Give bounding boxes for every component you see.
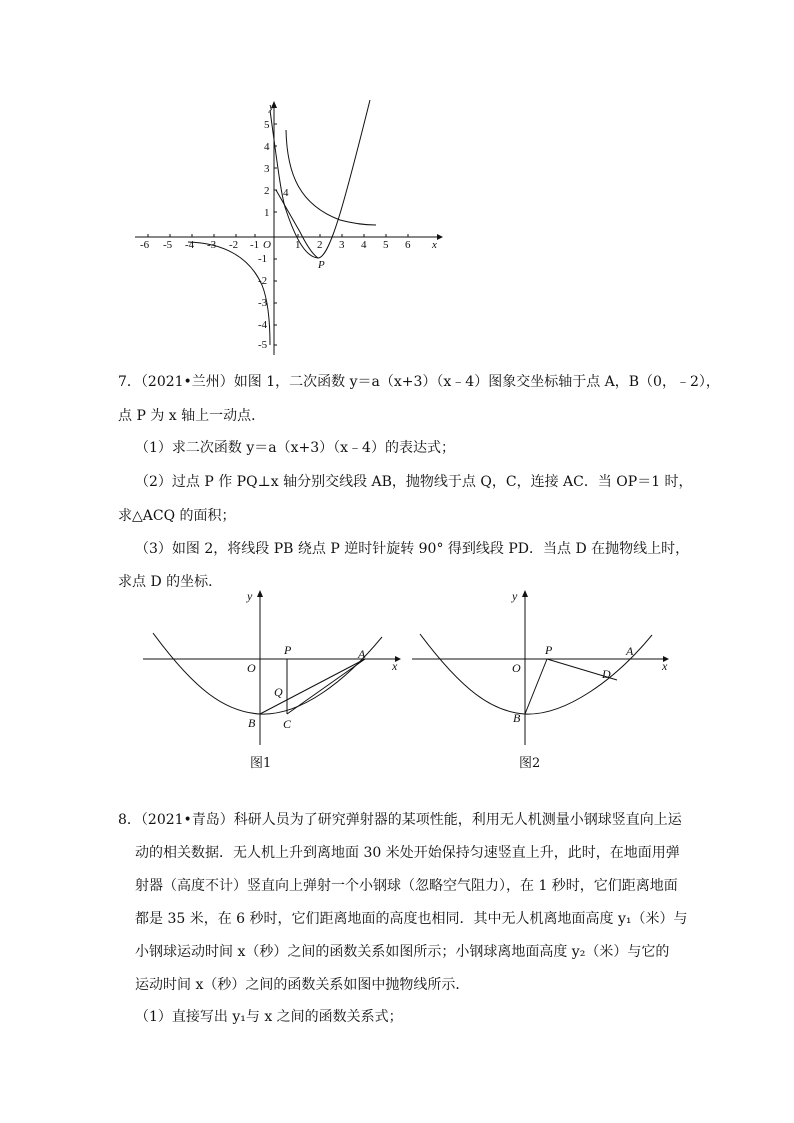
problem8-line5: 小钢球运动时间 x（秒）之间的函数关系如图所示；小钢球离地面高度 y₂（米）与它的 — [135, 944, 670, 960]
fig2-b-label: B — [513, 711, 521, 725]
fig2-origin-label: O — [512, 661, 521, 675]
fig2-y-label: y — [512, 589, 518, 603]
problem7-line5: 求△ACQ 的面积； — [118, 508, 236, 524]
y-axis-arrow — [257, 590, 263, 597]
origin-label: O — [263, 239, 271, 251]
problem7-line2: 点 P 为 x 轴上一动点． — [118, 408, 266, 424]
point-p-label: P — [318, 259, 325, 271]
problem8-line4: 都是 35 米，在 6 秒时，它们距离地面的高度也相同．其中无人机离地面高度 y₁（米）与 — [135, 911, 688, 927]
fig1-q-label: Q — [274, 685, 283, 699]
x-tick-label: 5 — [383, 239, 389, 251]
segment-pb — [525, 659, 547, 714]
fig1-x-label: x — [392, 659, 398, 673]
figure-1-caption: 图1 — [250, 756, 272, 771]
problem7-line3: （1）求二次函数 y＝a（x+3）（x﹣4）的表达式； — [135, 440, 455, 456]
fig1-y-label: y — [247, 589, 253, 603]
top-function-graph — [130, 95, 450, 360]
problem8-line7: （1）直接写出 y₁与 x 之间的函数关系式； — [135, 1009, 403, 1025]
x-tick-label: 1 — [295, 239, 301, 251]
y-tick-label: 3 — [264, 163, 270, 175]
x-tick-label: 4 — [361, 239, 367, 251]
problem8-line3: 射器（高度不计）竖直向上弹射一个小钢球（忽略空气阻力），在 1 秒时，它们距离地面 — [135, 878, 678, 894]
fig2-x-label: x — [662, 659, 668, 673]
y-tick-label: -2 — [258, 275, 268, 287]
fig1-p-label: P — [284, 643, 292, 657]
problem7-line6: （3）如图 2，将线段 PB 绕点 P 逆时针旋转 90° 得到线段 PD．当点 D 在抛物线上时， — [135, 541, 690, 557]
problem7-line7: 求点 D 的坐标． — [118, 574, 223, 590]
x-axis-arrow — [437, 234, 443, 240]
y-axis-arrow — [522, 590, 528, 597]
x-tick-label: 2 — [317, 239, 323, 251]
fig2-a-label: A — [626, 644, 634, 658]
fig1-c-label: C — [283, 717, 292, 731]
x-tick-label: -1 — [250, 239, 260, 251]
segment-ac — [287, 659, 365, 714]
problem8-line1: 8．（2021•青岛）科研人员为了研究弹射器的某项性能，利用无人机测量小钢球竖直向上运 — [118, 812, 682, 828]
fig1-b-label: B — [248, 716, 256, 730]
fig1-origin-label: O — [247, 661, 256, 675]
fig2-d-label: D — [602, 667, 611, 681]
figure-2-caption: 图2 — [519, 756, 541, 771]
x-tick-label: -6 — [140, 239, 150, 251]
x-tick-label: 6 — [405, 239, 411, 251]
x-tick-label: -2 — [229, 239, 239, 251]
y-tick-label: -5 — [258, 339, 268, 351]
problem7-line1: 7．（2021•兰州）如图 1，二次函数 y＝a（x+3）（x﹣4）图象交坐标轴于点 A，B（0，﹣2）， — [118, 374, 720, 390]
figure-1 — [140, 585, 410, 745]
x-tick-label: -4 — [185, 239, 195, 251]
intercept-label: 4 — [283, 187, 289, 199]
y-tick-label: 2 — [264, 185, 270, 197]
problem7-line4: （2）过点 P 作 PQ⊥x 轴分别交线段 AB，抛物线于点 Q，C，连接 AC．当 OP＝1 时， — [135, 474, 693, 490]
fig2-p-label: P — [545, 643, 553, 657]
y-tick-label: -1 — [258, 253, 268, 265]
y-tick-label: 5 — [264, 119, 270, 131]
problem8-line6: 运动时间 x（秒）之间的函数关系如图中抛物线所示． — [135, 977, 470, 993]
x-tick-label: -3 — [207, 239, 217, 251]
y-tick-label: -4 — [258, 319, 268, 331]
y-tick-label: 1 — [264, 207, 270, 219]
y-tick-label: 4 — [264, 141, 270, 153]
x-tick-label: -5 — [163, 239, 173, 251]
problem8-line2: 动的相关数据．无人机上升到离地面 30 米处开始保持匀速竖直上升，此时，在地面用弹 — [135, 845, 680, 861]
x-tick-label: 3 — [339, 239, 345, 251]
y-axis-label: y — [269, 101, 274, 113]
hyperbola-branch-right — [286, 130, 376, 225]
y-tick-label: -3 — [258, 297, 268, 309]
figure-2 — [410, 585, 680, 745]
parabola-curve — [420, 634, 652, 714]
x-axis-label: x — [432, 239, 437, 251]
fig1-a-label: A — [358, 647, 366, 661]
parabola-curve — [153, 633, 382, 714]
